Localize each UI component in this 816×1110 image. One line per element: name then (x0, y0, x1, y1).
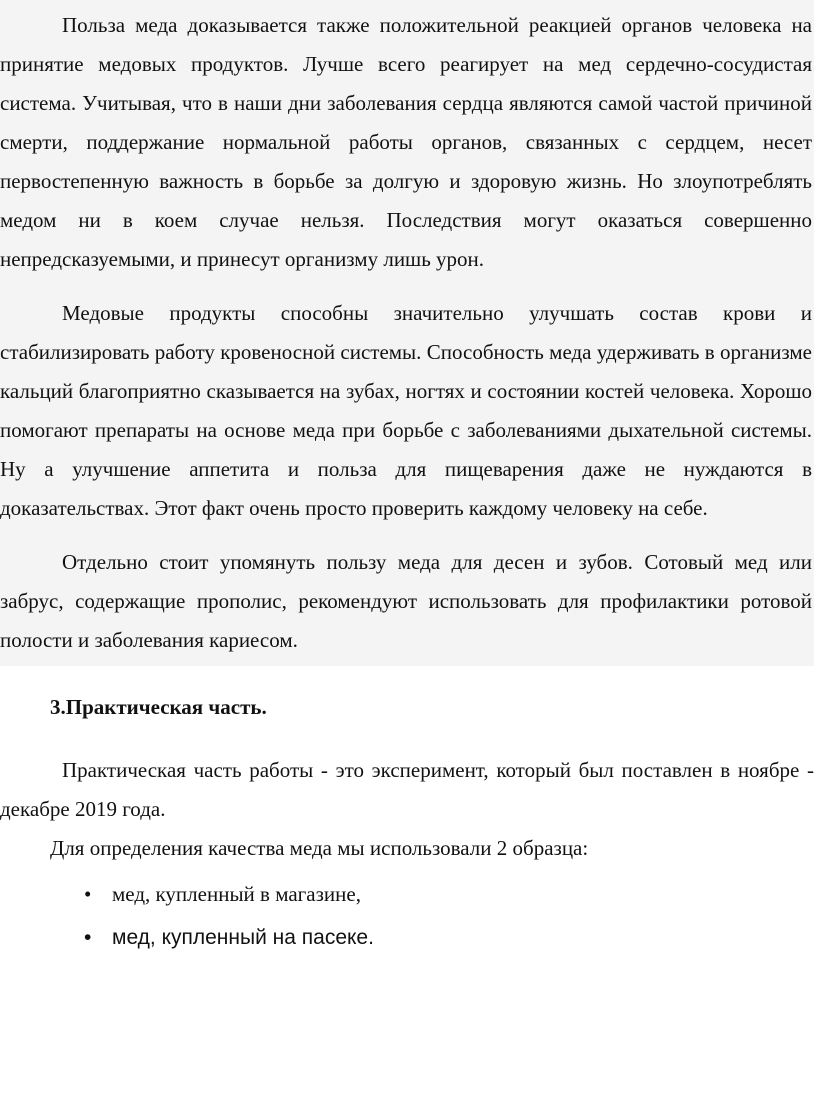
section-heading: 3.Практическая часть. (50, 695, 267, 719)
bullet-icon: • (84, 882, 92, 906)
paragraph-honey-gums: Отдельно стоит упомянуть пользу меда для десен и зубов. Сотовый мед или забрус, содержащие прополис, рекомендуют использовать для профилактики ротовой полости и заболевания кариесом. (0, 550, 812, 652)
bullet-icon: • (84, 926, 92, 949)
list-item (0, 916, 816, 960)
samples-intro-paragraph: Для определения качества меда мы использовали 2 образца: (50, 836, 589, 860)
paragraph-honey-blood: Медовые продукты способны значительно улучшать состав крови и стабилизировать работу кровеносной системы. Способность меда удерживать в организме кальций благоприятно сказывается на зубах, ногтях и состоянии костей человека. Хорошо помогают препараты на основе меда при борьбе с заболеваниями дыхательной системы. Ну а улучшение аппетита и польза для пищеварения даже не нуждаются в доказательствах. Этот факт очень просто проверить каждому человеку на себе. (0, 301, 812, 520)
paragraph-honey-heart: Польза меда доказывается также положительной реакцией органов человека на принятие медовых продуктов. Лучше всего реагирует на мед сердечно-сосудистая система. Учитывая, что в наши дни заболевания сердца являются самой частой причиной смерти, поддержание нормальной работы органов, связанных с сердцем, несет первостепенную важность в борьбе за долгую и здоровую жизнь. Но злоупотреблять медом ни в коем случае нельзя. Последствия могут оказаться совершенно непредсказуемыми, и принесут организму лишь урон. (0, 13, 812, 271)
list-item-label: мед, купленный в магазине, (112, 882, 361, 906)
practical-part-text (0, 751, 816, 868)
list-item-label: мед, купленный на пасеке. (112, 926, 374, 949)
list-item (0, 872, 816, 916)
practical-intro-paragraph: Практическая часть работы - это эксперимент, который был поставлен в ноябре - декабре 2019 года. (0, 758, 814, 821)
samples-list (0, 872, 816, 960)
